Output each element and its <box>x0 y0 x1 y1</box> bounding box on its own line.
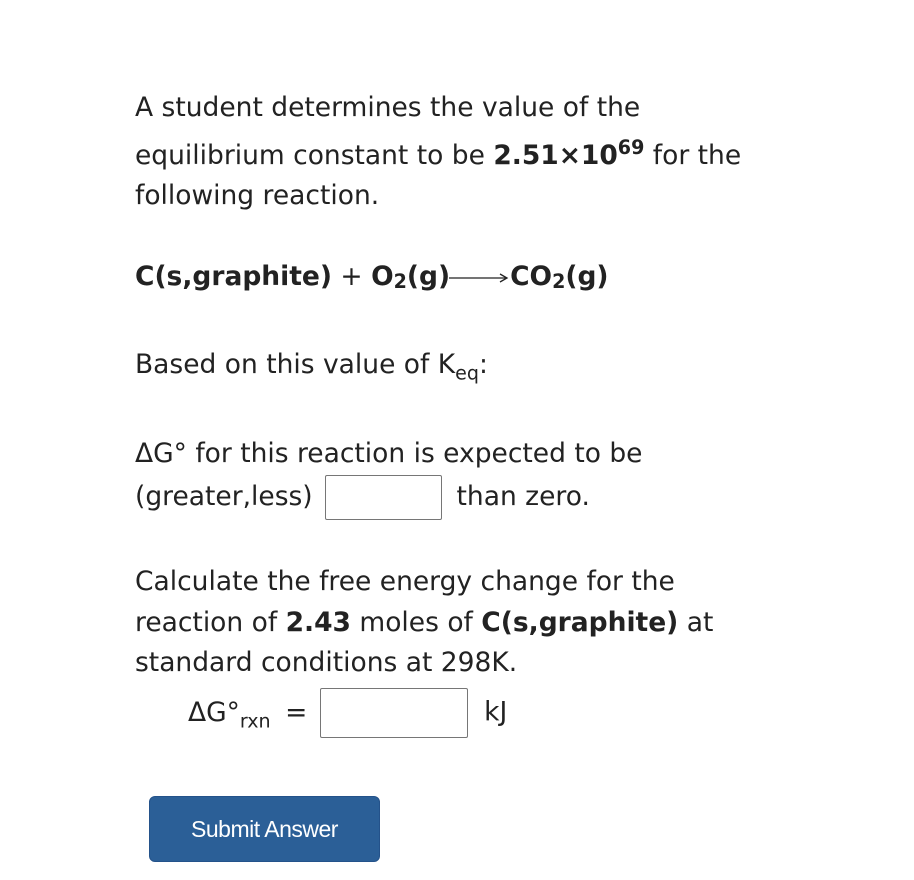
reactant-2: $O_2(g)$ <box>371 261 451 293</box>
unit-label: kJ <box>484 696 508 728</box>
substance-name: C(s,graphite) <box>481 607 679 638</box>
submit-answer-button[interactable]: Submit Answer <box>149 796 380 862</box>
delta-g-rxn-label: $\Delta G^\circ_{rxn}$ <box>188 696 271 732</box>
delta-g-rxn-row <box>188 688 507 738</box>
delta-g-rxn-input[interactable] <box>320 688 468 738</box>
question-2-line-2: reaction of 2.43 moles of C(s,graphite) at <box>135 607 714 638</box>
intro-line-2-post: for the <box>644 140 742 171</box>
reaction-equation <box>135 257 609 297</box>
greater-less-input[interactable] <box>325 475 442 520</box>
question-2-line-1: Calculate the free energy change for the <box>135 566 675 597</box>
question-1-line-2 <box>135 475 590 520</box>
intro-line-2-pre: equilibrium constant to be <box>135 140 494 171</box>
reactant-1: C(s,graphite) <box>135 261 332 292</box>
question-1-post: than zero. <box>456 481 590 512</box>
keq-line: Based on this value of $K_{eq}$: <box>135 349 488 385</box>
equilibrium-constant-exponent: 69 <box>617 137 645 160</box>
plus-sign: + <box>332 261 372 292</box>
reaction-arrow-icon <box>449 271 511 285</box>
intro-line-1: A student determines the value of the <box>135 92 641 123</box>
keq-subscript: eq <box>455 362 479 385</box>
equilibrium-constant-mantissa: 2.51×10 <box>493 140 618 171</box>
question-2-line-3: standard conditions at 298K. <box>135 647 518 678</box>
moles-value: 2.43 <box>285 607 351 638</box>
question-1-options: (greater,less) <box>135 481 313 512</box>
intro-line-2 <box>135 136 741 176</box>
question-1-line-1: ΔG° for this reaction is expected to be <box>135 438 643 469</box>
intro-line-3: following reaction. <box>135 180 380 211</box>
product: $CO_2(g)$ <box>510 261 609 293</box>
equals-sign: = <box>285 696 308 728</box>
